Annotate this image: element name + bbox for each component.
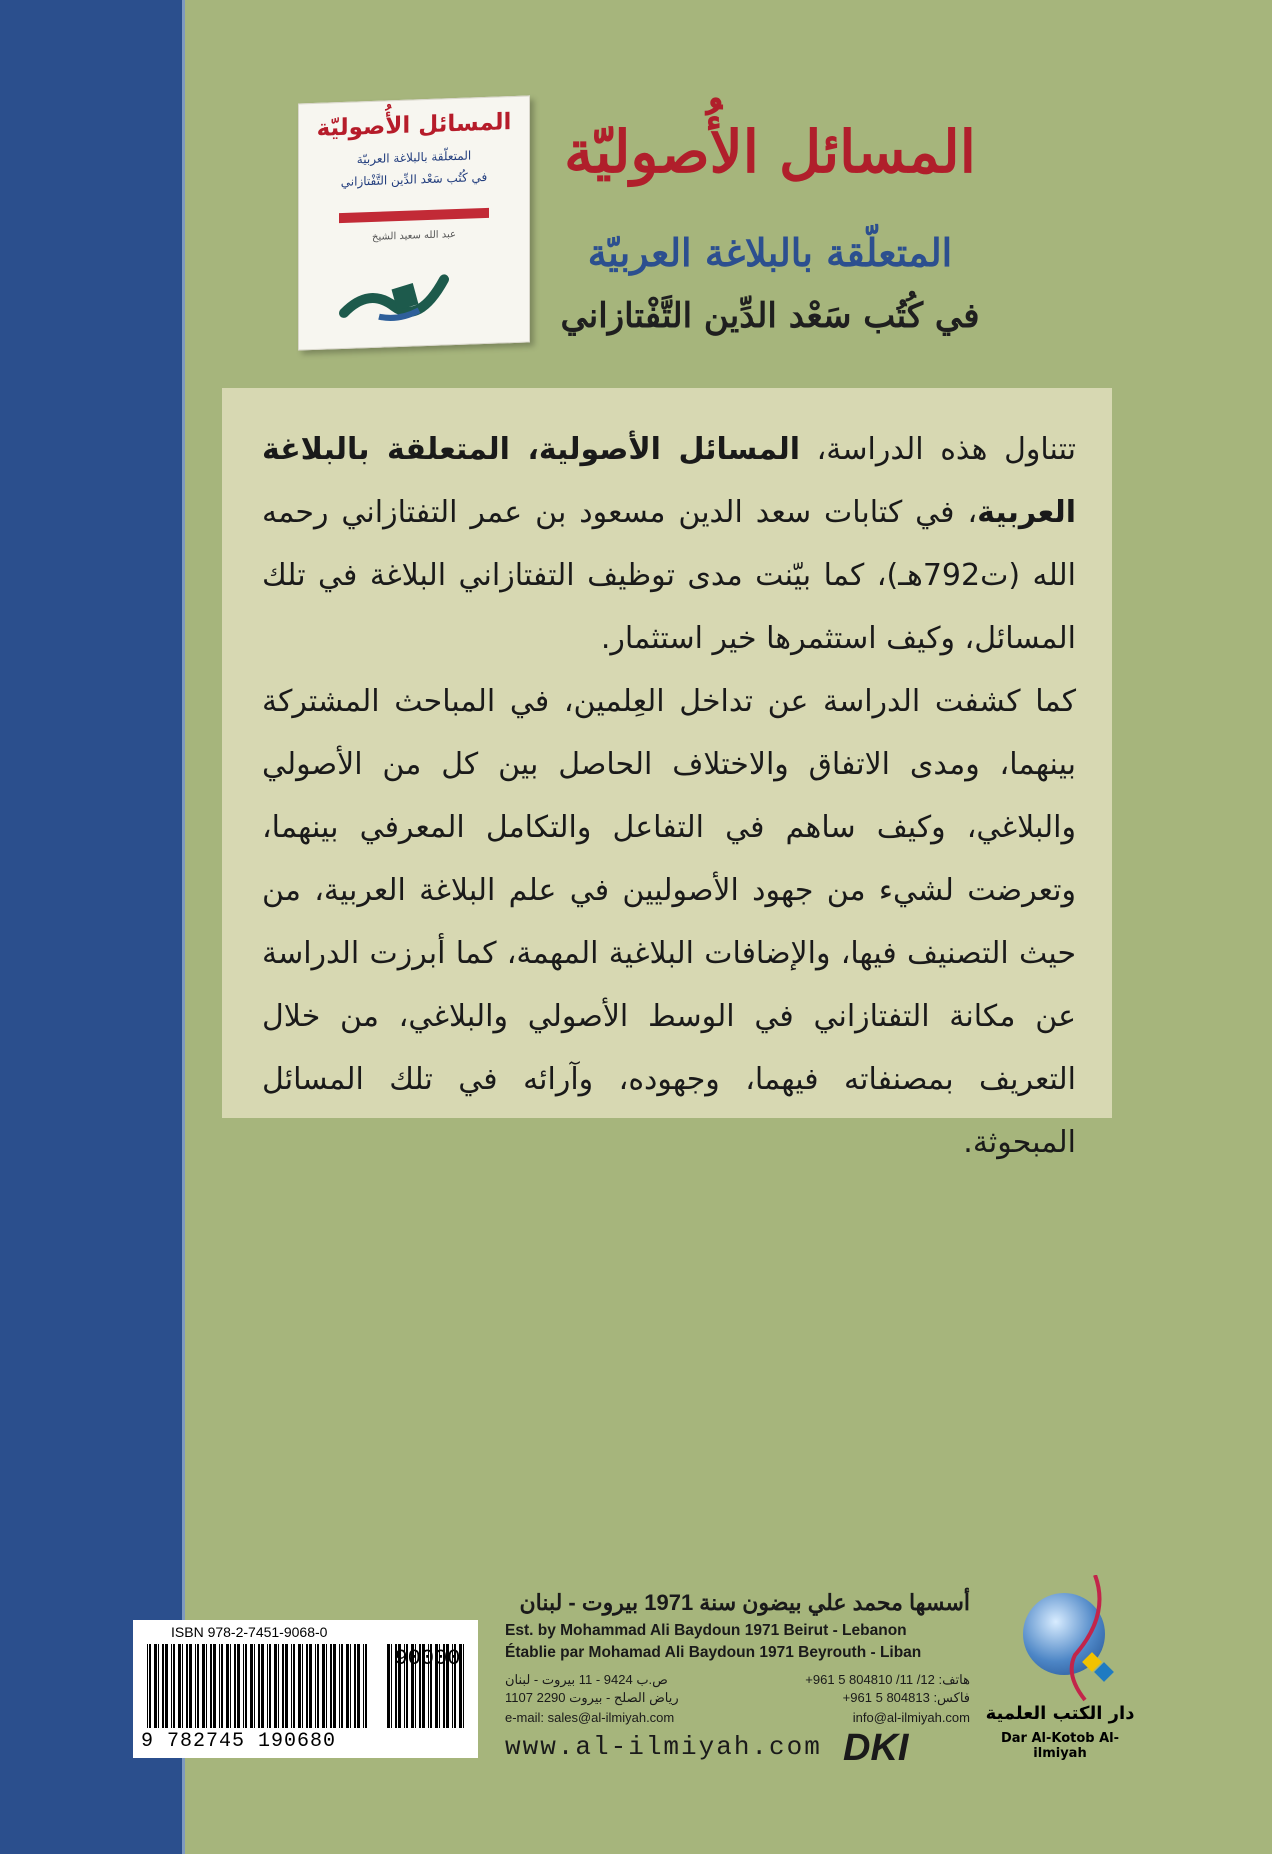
book-calligraphy-icon bbox=[339, 264, 449, 328]
para1-bold: المسائل الأصولية، المتعلقة بالبلاغة العربية bbox=[262, 432, 1076, 530]
book-thumb-band bbox=[339, 208, 489, 223]
publisher-pobox: ص.ب 9424 - 11 بيروت - لبنان bbox=[505, 1672, 668, 1687]
cover-subtitle-author: في كُتُب سَعْد الدِّين التَّفْتازاني bbox=[560, 296, 980, 336]
isbn-barcode-box bbox=[133, 1620, 478, 1758]
barcode-addon-number: 90000 bbox=[394, 1646, 461, 1671]
book-thumb-title: المسائل الأُصوليّة bbox=[316, 109, 512, 142]
book-thumb-subtitle: المتعلّقة بالبلاغة العربيّة bbox=[356, 148, 472, 167]
book-thumb-author: عبد الله سعيد الشيخ bbox=[372, 229, 456, 243]
barcode-icon bbox=[145, 1644, 370, 1728]
book-thumbnail bbox=[268, 95, 530, 354]
logo-swoosh-icon bbox=[1055, 1575, 1125, 1705]
publisher-info bbox=[505, 1590, 970, 1780]
publisher-email-info: info@al-ilmiyah.com bbox=[852, 1710, 970, 1725]
book-front bbox=[298, 95, 530, 350]
publisher-address: رياض الصلح - بيروت 2290 1107 bbox=[505, 1690, 679, 1705]
publisher-website: www.al-ilmiyah.com bbox=[505, 1732, 822, 1762]
publisher-logo bbox=[985, 1575, 1135, 1761]
cover-title: المسائل الأُصوليّة bbox=[564, 118, 976, 186]
para1-lead: تتناول هذه الدراسة، bbox=[800, 432, 1076, 467]
isbn-label: ISBN 978-2-7451-9068-0 bbox=[171, 1624, 328, 1640]
cover-subtitle: المتعلّقة بالبلاغة العربيّة bbox=[587, 230, 953, 275]
publisher-brand: DKI bbox=[843, 1727, 909, 1769]
publisher-phone: هاتف: 12/ 11/ 804810 5 961+ bbox=[805, 1672, 970, 1687]
isbn-digits: 9 782745 190680 bbox=[141, 1730, 337, 1753]
description-paragraph-2: كما كشفت الدراسة عن تداخل العِلمين، في المباحث المشتركة بينهما، ومدى الاتفاق والاختلاف الحاصل بين كل من الأصولي والبلاغي، وكيف ساهم في التفاعل والتكامل المعرفي بينهما، وتعرضت لشيء من جهود الأصوليين في علم البلاغة العربية، من حيث التصنيف فيها، والإضافات البلاغية المهمة، كما أبرزت الدراسة عن مكانة التفتازاني في الوسط الأصولي والبلاغي، من خلال التعريف بمصنفاته فيهما، وجهوده، وآرائه في تلك المسائل المبحوثة. bbox=[262, 684, 1076, 1160]
spine-band bbox=[0, 0, 185, 1854]
description-box bbox=[222, 388, 1112, 1160]
publisher-founded-en: Est. by Mohammad Ali Baydoun 1971 Beirut - Lebanon bbox=[505, 1622, 907, 1639]
book-thumb-subtitle2: في كُتُب سَعْد الدِّين التَّفْتازاني bbox=[340, 169, 488, 190]
para1-rest: ، في كتابات سعد الدين مسعود بن عمر التفتازاني رحمه الله (ت792هـ)، كما بيّنت مدى توظيف التفتازاني البلاغة في تلك المسائل، وكيف استثمرها خير استثمار. bbox=[262, 495, 1076, 656]
publisher-founded-fr: Établie par Mohamad Ali Baydoun 1971 Beyrouth - Liban bbox=[505, 1644, 922, 1661]
publisher-name-en: Dar Al-Kotob Al-ilmiyah bbox=[1000, 1731, 1120, 1761]
description-paragraph-1 bbox=[262, 418, 1076, 670]
publisher-fax: فاكس: 804813 5 961+ bbox=[842, 1690, 970, 1705]
publisher-name-ar: دار الكتب العلمية bbox=[985, 1703, 1135, 1724]
publisher-email-sales: e-mail: sales@al-ilmiyah.com bbox=[505, 1710, 675, 1725]
publisher-founded-ar: أسسها محمد علي بيضون سنة 1971 بيروت - لبنان bbox=[519, 1590, 970, 1615]
